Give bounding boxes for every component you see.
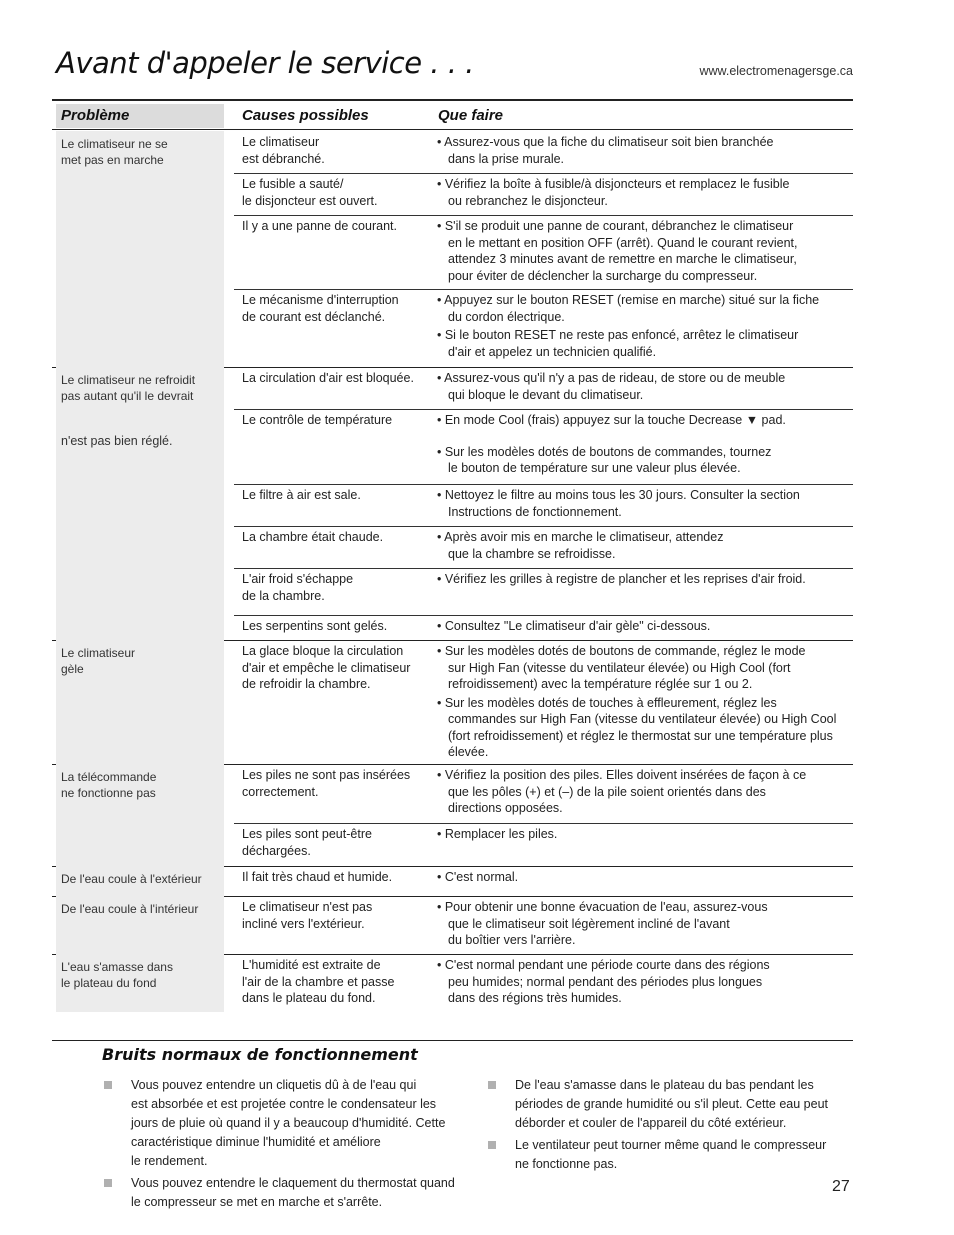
text-line: • Après avoir mis en marche le climatiseur, attendez xyxy=(437,530,724,544)
text-line: Il y a une panne de courant. xyxy=(242,219,397,233)
square-bullet-icon xyxy=(488,1081,496,1089)
text-line: • Assurez-vous qu'il n'y a pas de rideau, de store ou de meuble xyxy=(437,371,786,385)
text-line: déchargées. xyxy=(242,843,311,858)
note-text xyxy=(131,1076,445,1171)
text-line: du boîtier vers l'arrière. xyxy=(448,933,576,947)
action-bullet xyxy=(437,767,847,817)
cause-cell xyxy=(242,412,427,429)
text-line: directions opposées. xyxy=(448,801,563,815)
text-line: (fort refroidissement) et réglez le thermostat sur une température plus xyxy=(448,728,833,743)
text-line: La glace bloque la circulation xyxy=(242,644,404,658)
text-line: élevée. xyxy=(448,745,489,759)
text-line: attendez 3 minutes avant de remettre en marche le climatiseur, xyxy=(448,252,797,266)
action-bullet xyxy=(437,643,847,693)
text-line: l'air de la chambre et passe xyxy=(242,974,395,989)
text-line: Vous pouvez entendre un cliquetis dû à de l'eau qui xyxy=(131,1078,417,1092)
page-title: Avant d'appeler le service . . . xyxy=(56,46,474,80)
row-divider xyxy=(234,823,853,824)
text-line: périodes de grande humidité ou s'il pleut. Cette eau peut xyxy=(515,1097,829,1111)
text-line: Vous pouvez entendre le claquement du thermostat quand xyxy=(131,1176,455,1190)
action-cell xyxy=(437,292,847,360)
cause-cell xyxy=(242,826,427,859)
text-line: refroidissement) avec la température réglée sur 1 ou 2. xyxy=(448,677,753,691)
text-line: • Remplacer les piles. xyxy=(437,827,558,841)
text-line: Le ventilateur peut tourner même quand le compresseur xyxy=(515,1138,827,1152)
normal-sounds-title: Bruits normaux de fonctionnement xyxy=(102,1045,418,1064)
text-line: Les piles ne sont pas insérées xyxy=(242,768,411,782)
row-divider xyxy=(234,173,853,174)
action-bullet xyxy=(437,487,847,520)
text-line: • Vérifiez la boîte à fusible/à disjoncteurs et remplacez le fusible xyxy=(437,177,790,191)
action-cell xyxy=(437,176,847,209)
text-line: de courant est déclanché. xyxy=(242,309,386,324)
header-rule xyxy=(52,129,853,130)
text-line: dans le plateau du fond. xyxy=(242,991,376,1005)
action-bullet xyxy=(437,176,847,209)
action-bullet xyxy=(437,869,847,886)
cause-cell xyxy=(242,957,427,1007)
cause-cell xyxy=(242,767,427,800)
text-line: • Si le bouton RESET ne reste pas enfoncé, arrêtez le climatiseur xyxy=(437,328,799,342)
action-cell xyxy=(437,529,847,562)
text-line: • En mode Cool (frais) appuyez sur la touche Decrease ▼ pad. xyxy=(437,413,786,427)
text-line: La circulation d'air est bloquée. xyxy=(242,371,414,385)
action-bullet xyxy=(437,571,847,588)
cause-cell xyxy=(242,292,427,325)
action-cell xyxy=(437,899,847,949)
row-divider xyxy=(234,568,853,569)
text-line: L'air froid s'échappe xyxy=(242,572,354,586)
text-line: • Sur les modèles dotés de boutons de commandes, tournez xyxy=(437,444,772,459)
action-bullet xyxy=(437,412,847,429)
action-bullet xyxy=(437,134,847,167)
problem-cell xyxy=(56,896,224,954)
square-bullet-icon xyxy=(104,1179,112,1187)
text-line: De l'eau coule à l'intérieur xyxy=(61,902,199,916)
text-line: Le filtre à air est sale. xyxy=(242,488,361,502)
text-line: d'air et empêche le climatiseur xyxy=(242,660,411,675)
header-actions: Que faire xyxy=(438,107,504,124)
action-bullet xyxy=(437,292,847,325)
text-line: est débranché. xyxy=(242,151,325,166)
text-line: met pas en marche xyxy=(61,153,164,167)
text-line: le compresseur se met en marche et s'arrête. xyxy=(131,1195,383,1209)
text-line: le disjoncteur est ouvert. xyxy=(242,193,378,208)
problem-cell xyxy=(56,131,224,367)
text-line: correctement. xyxy=(242,784,319,799)
text-line: Le mécanisme d'interruption xyxy=(242,293,399,307)
text-line: • Sur les modèles dotés de touches à effleurement, réglez les xyxy=(437,695,777,710)
header-problem: Problème xyxy=(56,104,224,128)
cause-cell xyxy=(242,529,427,546)
cause-cell xyxy=(242,176,427,209)
text-line: pas autant qu'il le devrait xyxy=(61,389,194,403)
cause-cell xyxy=(242,643,427,693)
text-line: De l'eau coule à l'extérieur xyxy=(61,872,202,886)
action-cell xyxy=(437,618,847,635)
text-line: sur High Fan (vitesse du ventilateur élevée) ou High Cool (fort xyxy=(448,660,791,675)
note-text xyxy=(515,1076,828,1133)
action-bullet xyxy=(437,899,847,949)
text-line: est absorbée et est projetée contre le condensateur les xyxy=(131,1097,437,1111)
text-line: le bouton de température sur une valeur plus élevée. xyxy=(448,461,741,475)
action-bullet xyxy=(437,529,847,562)
cause-cell xyxy=(242,134,427,167)
action-cell xyxy=(437,826,847,843)
page-number: 27 xyxy=(832,1178,850,1195)
text-line: que le climatiseur soit légèrement incliné de l'avant xyxy=(448,916,730,931)
cause-cell xyxy=(242,899,427,932)
action-cell xyxy=(437,487,847,520)
text-line: en le mettant en position OFF (arrêt). Quand le courant revient, xyxy=(448,235,798,250)
cause-cell xyxy=(242,618,427,635)
action-cell xyxy=(437,218,847,284)
problem-cell xyxy=(56,640,224,764)
text-line: de la chambre. xyxy=(242,588,325,603)
text-line: le plateau du fond xyxy=(61,976,157,990)
text-line: d'air et appelez un technicien qualifié. xyxy=(448,344,657,359)
row-divider xyxy=(234,289,853,290)
row-divider xyxy=(234,615,853,616)
top-rule xyxy=(52,99,853,101)
text-line: jours de pluie où quand il y a beaucoup d'humidité. Cette xyxy=(131,1116,446,1130)
action-cell xyxy=(437,134,847,167)
cause-cell xyxy=(242,370,427,387)
cause-cell xyxy=(242,218,427,235)
text-line: pour éviter de déclencher la surcharge du compresseur. xyxy=(448,268,758,283)
text-line: gèle xyxy=(61,662,84,676)
problem-cell xyxy=(56,954,224,1012)
action-cell xyxy=(437,869,847,886)
text-line: Le climatiseur ne se xyxy=(61,137,168,151)
cause-cell xyxy=(242,487,427,504)
website-url[interactable]: www.electromenagersge.ca xyxy=(699,64,853,78)
text-line: Le climatiseur n'est pas xyxy=(242,900,373,914)
note-text xyxy=(515,1136,826,1174)
text-line: L'eau s'amasse dans xyxy=(61,960,173,974)
action-bullet xyxy=(437,327,847,360)
action-cell xyxy=(437,412,847,477)
square-bullet-icon xyxy=(488,1141,496,1149)
text-line: Instructions de fonctionnement. xyxy=(448,504,622,519)
action-cell xyxy=(437,957,847,1007)
action-cell xyxy=(437,767,847,817)
text-line: Le contrôle de température xyxy=(242,413,393,427)
text-line: que la chambre se refroidisse. xyxy=(448,546,616,561)
text-line: • Vérifiez les grilles à registre de plancher et les reprises d'air froid. xyxy=(437,572,806,586)
action-cell xyxy=(437,370,847,403)
action-cell xyxy=(437,571,847,588)
text-line: ne fonctionne pas. xyxy=(515,1157,618,1171)
action-bullet xyxy=(437,826,847,843)
text-line: déborder et couler de l'appareil du côté extérieur. xyxy=(515,1116,787,1130)
text-line: le rendement. xyxy=(131,1154,208,1168)
text-line: Les piles sont peut-être xyxy=(242,827,372,841)
problem-cell xyxy=(56,764,224,866)
text-line: peu humides; normal pendant des périodes plus longues xyxy=(448,974,763,989)
action-bullet xyxy=(437,618,847,635)
text-line: La télécommande xyxy=(61,770,157,784)
text-line: commandes sur High Fan (vitesse du ventilateur élevée) ou High Cool xyxy=(448,712,837,726)
row-divider xyxy=(234,409,853,410)
section-rule xyxy=(52,1040,853,1041)
text-line: ou rebranchez le disjoncteur. xyxy=(448,193,608,208)
text-line: La chambre était chaude. xyxy=(242,530,384,544)
action-bullet xyxy=(437,370,847,403)
header-causes: Causes possibles xyxy=(242,107,369,124)
text-line: incliné vers l'extérieur. xyxy=(242,916,365,931)
text-line: du cordon électrique. xyxy=(448,309,565,324)
text-line: Le fusible a sauté/ xyxy=(242,177,344,191)
text-line: dans des régions très humides. xyxy=(448,991,622,1005)
square-bullet-icon xyxy=(104,1081,112,1089)
text-line: L'humidité est extraite de xyxy=(242,958,381,972)
text-line: De l'eau s'amasse dans le plateau du bas pendant les xyxy=(515,1078,814,1092)
text-line: • C'est normal. xyxy=(437,870,519,884)
text-line: ne fonctionne pas xyxy=(61,786,156,800)
cause-cell xyxy=(242,571,427,604)
problem-extra-text: n'est pas bien réglé. xyxy=(61,434,173,448)
text-line: • Appuyez sur le bouton RESET (remise en marche) situé sur la fiche xyxy=(437,293,820,307)
text-line: de refroidir la chambre. xyxy=(242,677,371,691)
cause-cell xyxy=(242,869,427,886)
text-line: Il fait très chaud et humide. xyxy=(242,870,393,884)
problem-cell xyxy=(56,866,224,896)
text-line: Le climatiseur ne refroidit xyxy=(61,373,196,387)
action-bullet xyxy=(437,695,847,761)
text-line: • Nettoyez le filtre au moins tous les 30 jours. Consulter la section xyxy=(437,488,800,502)
action-bullet xyxy=(437,444,847,477)
text-line: • S'il se produit une panne de courant, débranchez le climatiseur xyxy=(437,219,794,233)
text-line: Le climatiseur xyxy=(61,646,136,660)
note-text xyxy=(131,1174,455,1212)
row-divider xyxy=(234,215,853,216)
text-line: • Consultez "Le climatiseur d'air gèle" ci-dessous. xyxy=(437,619,711,633)
text-line: • Sur les modèles dotés de boutons de commande, réglez le mode xyxy=(437,644,806,658)
text-line: Le climatiseur xyxy=(242,135,320,149)
text-line: caractéristique diminue l'humidité et améliore xyxy=(131,1135,381,1149)
text-line: • Assurez-vous que la fiche du climatiseur soit bien branchée xyxy=(437,135,774,149)
text-line: dans la prise murale. xyxy=(448,151,565,166)
text-line: • Vérifiez la position des piles. Elles doivent insérées de façon à ce xyxy=(437,768,807,782)
text-line: qui bloque le devant du climatiseur. xyxy=(448,387,644,402)
action-bullet xyxy=(437,957,847,1007)
action-bullet xyxy=(437,218,847,284)
action-cell xyxy=(437,643,847,761)
text-line: que les pôles (+) et (–) de la pile soient orientés dans des xyxy=(448,784,766,799)
row-divider xyxy=(234,484,853,485)
text-line: Les serpentins sont gelés. xyxy=(242,619,388,633)
text-line: • C'est normal pendant une période courte dans des régions xyxy=(437,958,770,972)
text-line: • Pour obtenir une bonne évacuation de l'eau, assurez-vous xyxy=(437,900,768,914)
row-divider xyxy=(234,526,853,527)
problem-cell xyxy=(56,367,224,640)
